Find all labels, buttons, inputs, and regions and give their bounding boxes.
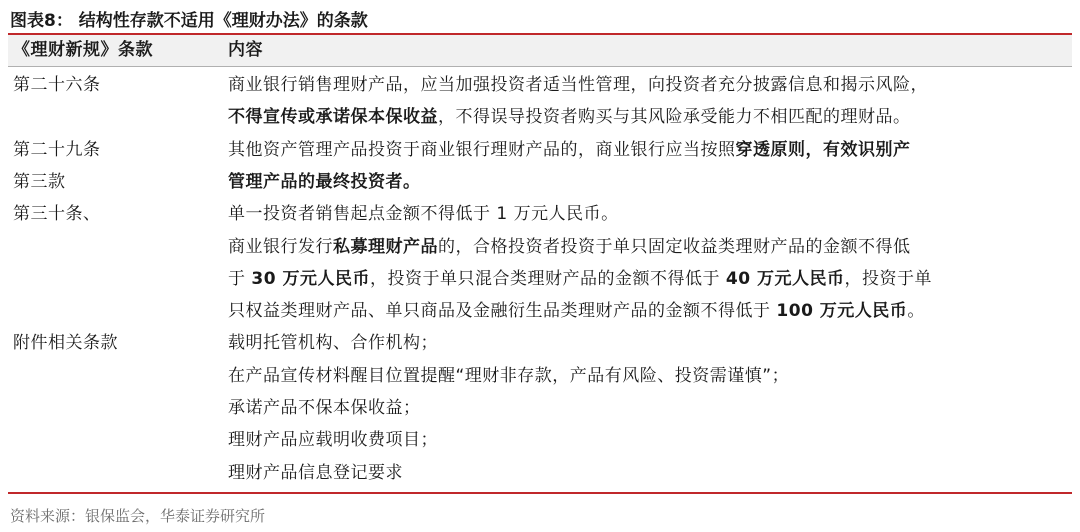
content-line (228, 295, 925, 327)
figure-title: 图表8： 结构性存款不适用《理财办法》的条款 (10, 11, 368, 31)
text: 。 (907, 301, 925, 322)
content-line (228, 69, 928, 101)
content-line (228, 198, 619, 230)
bold-text: 40 万元人民币 (725, 268, 845, 289)
article-label: 第二十九条 (13, 139, 101, 160)
bold-text: 私募理财产品 (333, 236, 438, 257)
header-article: 《理财新规》条款 (13, 40, 153, 60)
header-content: 内容 (228, 40, 263, 60)
bold-text: 100 万元人民币 (776, 301, 908, 322)
content-line (228, 360, 789, 392)
text: ，投资于单 (844, 268, 932, 289)
content-line (228, 392, 421, 424)
text: 理财产品信息登记要求 (228, 462, 403, 483)
article-label: 第二十六条 (13, 75, 101, 95)
source-note: 资料来源：银保监会，华泰证券研究所 (10, 507, 266, 525)
bold-text: 不得宣传或承诺保本保收益 (228, 107, 438, 128)
content-line (228, 424, 438, 456)
text: 于 (228, 268, 252, 289)
bold-text: 30 万元人民币 (251, 268, 370, 289)
header-rule (8, 66, 1072, 67)
content-line (228, 166, 421, 198)
content-line (228, 101, 911, 133)
bold-text: 管理产品的最终投资者。 (228, 171, 421, 192)
text: 只权益类理财产品、单只商品及金融衍生品类理财产品的金额不得低于 (228, 301, 777, 322)
article-label: 附件相关条款 (13, 333, 118, 354)
text: 理财产品应载明收费项目； (228, 430, 438, 451)
text: 的，合格投资者投资于单只固定收益类理财产品的金额不得低 (438, 236, 911, 257)
text: 载明托管机构、合作机构； (228, 333, 438, 354)
bold-text: 穿透原则，有效识别产 (735, 139, 911, 160)
content-line (228, 327, 438, 359)
article-label: 第三款 (13, 171, 66, 192)
content-line (228, 231, 911, 263)
text: 在产品宣传材料醒目位置提醒“理财非存款，产品有风险、投资需谨慎”； (228, 365, 790, 386)
text: 其他资产管理产品投资于商业银行理财产品的，商业银行应当按照 (228, 139, 736, 160)
text: 商业银行发行 (228, 236, 333, 257)
content-line (228, 134, 911, 166)
text: ，投资于单只混合类理财产品的金额不得低于 (369, 268, 726, 289)
text: 承诺产品不保本保收益； (228, 398, 421, 418)
content-line (228, 457, 403, 489)
bottom-rule (8, 492, 1072, 494)
text: ，不得误导投资者购买与其风险承受能力不相匹配的理财品。 (438, 107, 911, 128)
article-label: 第三十条、 (13, 204, 101, 225)
text: 单一投资者销售起点金额不得低于 1 万元人民币。 (228, 204, 619, 225)
text: 商业银行销售理财产品，应当加强投资者适当性管理，向投资者充分披露信息和揭示风险， (228, 75, 928, 95)
content-line (228, 263, 932, 295)
table-header-background (8, 35, 1072, 66)
